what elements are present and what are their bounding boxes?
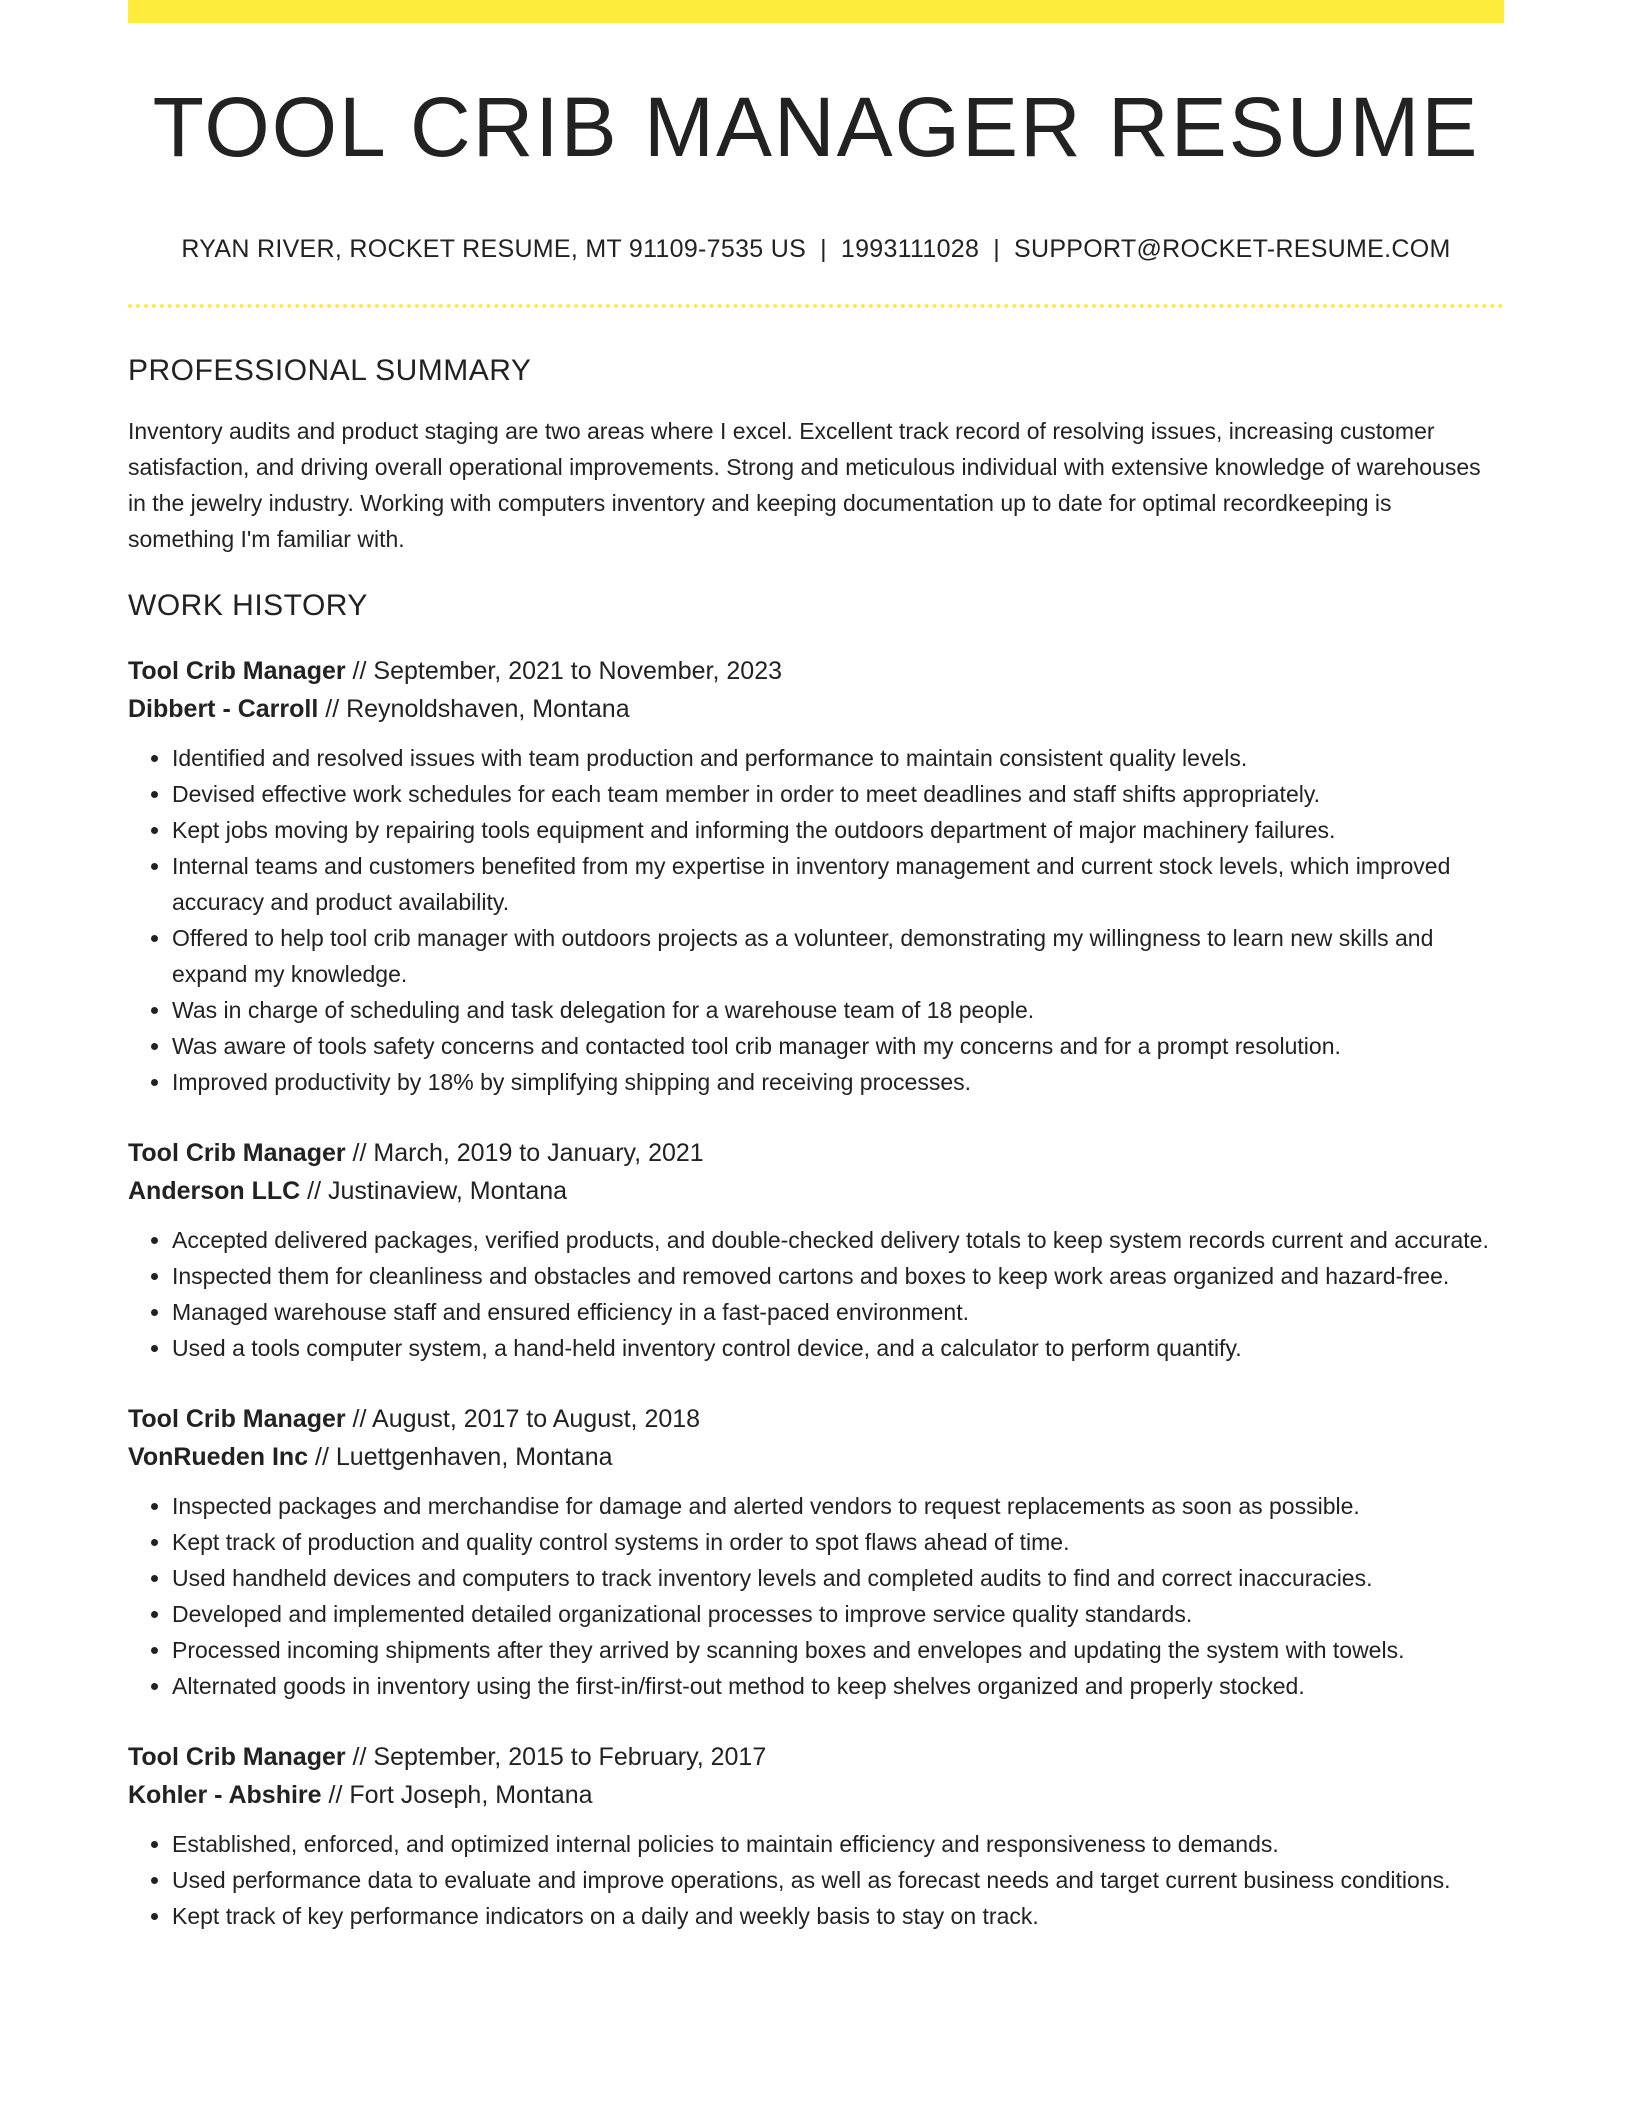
job-bullet: • Improved productivity by 18% by simplifying shipping and receiving processes. — [172, 1064, 1504, 1100]
job-entry — [128, 1738, 1504, 1934]
job-bullet: • Used handheld devices and computers to track inventory levels and completed audits to find and correct inaccuracies. — [172, 1560, 1504, 1596]
page-title: TOOL CRIB MANAGER RESUME — [152, 80, 1480, 174]
top-accent-bar — [128, 0, 1504, 23]
job-bullet: • Established, enforced, and optimized internal policies to maintain efficiency and responsiveness to demands. — [172, 1826, 1504, 1862]
job-bullet-list — [128, 740, 1504, 1100]
job-bullet: • Inspected them for cleanliness and obstacles and removed cartons and boxes to keep work areas organized and hazard-free. — [172, 1258, 1504, 1294]
job-title: Tool Crib Manager — [128, 1743, 346, 1771]
job-title: Tool Crib Manager — [128, 1405, 346, 1433]
contact-line — [128, 235, 1504, 264]
work-history-list — [128, 652, 1504, 1934]
job-bullet: • Was aware of tools safety concerns and contacted tool crib manager with my concerns and for a prompt resolution. — [172, 1028, 1504, 1064]
job-title-line — [128, 1134, 1504, 1172]
job-bullet: • Was in charge of scheduling and task delegation for a warehouse team of 18 people. — [172, 992, 1504, 1028]
job-location: // Fort Joseph, Montana — [321, 1781, 593, 1809]
job-bullet: • Processed incoming shipments after they arrived by scanning boxes and envelopes and updating the system with towels. — [172, 1632, 1504, 1668]
job-entry — [128, 652, 1504, 1100]
job-company-line — [128, 690, 1504, 728]
job-bullet: • Inspected packages and merchandise for damage and alerted vendors to request replacements as soon as possible. — [172, 1488, 1504, 1524]
job-company-line — [128, 1776, 1504, 1814]
job-bullet: • Kept jobs moving by repairing tools equipment and informing the outdoors department of major machinery failures. — [172, 812, 1504, 848]
contact-separator: | — [993, 235, 1000, 263]
job-company: VonRueden Inc — [128, 1443, 309, 1471]
contact-address: RYAN RIVER, ROCKET RESUME, MT 91109-7535 US — [181, 235, 807, 263]
job-dates: // March, 2019 to January, 2021 — [345, 1139, 704, 1167]
job-entry — [128, 1400, 1504, 1704]
job-bullet: • Alternated goods in inventory using the first-in/first-out method to keep shelves organized and properly stocked. — [172, 1668, 1504, 1704]
job-company-line — [128, 1172, 1504, 1210]
job-company: Anderson LLC — [128, 1177, 301, 1205]
job-bullet: • Used a tools computer system, a hand-held inventory control device, and a calculator to perform quantify. — [172, 1330, 1504, 1366]
job-bullet: • Offered to help tool crib manager with outdoors projects as a volunteer, demonstrating my willingness to learn new skills and expand my knowledge. — [172, 920, 1504, 992]
job-bullet: • Devised effective work schedules for each team member in order to meet deadlines and staff shifts appropriately. — [172, 776, 1504, 812]
job-bullet: • Kept track of production and quality control systems in order to spot flaws ahead of time. — [172, 1524, 1504, 1560]
job-bullet-list — [128, 1488, 1504, 1704]
job-bullet: • Internal teams and customers benefited from my expertise in inventory management and current stock levels, which improved accuracy and product availability. — [172, 848, 1504, 920]
work-history-heading: WORK HISTORY — [128, 589, 368, 622]
job-title-line — [128, 652, 1504, 690]
job-bullet-list — [128, 1826, 1504, 1934]
job-bullet: • Kept track of key performance indicators on a daily and weekly basis to stay on track. — [172, 1898, 1504, 1934]
job-title-line — [128, 1400, 1504, 1438]
resume-page — [128, 0, 1504, 1934]
job-bullet: • Managed warehouse staff and ensured efficiency in a fast-paced environment. — [172, 1294, 1504, 1330]
contact-separator: | — [820, 235, 827, 263]
job-title-line — [128, 1738, 1504, 1776]
contact-email: SUPPORT@ROCKET-RESUME.COM — [1013, 235, 1451, 263]
job-location: // Reynoldshaven, Montana — [318, 695, 630, 723]
job-bullet: • Accepted delivered packages, verified products, and double-checked delivery totals to keep system records current and accurate. — [172, 1222, 1504, 1258]
job-company: Dibbert - Carroll — [128, 695, 319, 723]
job-location: // Luettgenhaven, Montana — [308, 1443, 613, 1471]
job-dates: // September, 2021 to November, 2023 — [345, 657, 782, 685]
job-title: Tool Crib Manager — [128, 1139, 346, 1167]
job-company: Kohler - Abshire — [128, 1781, 322, 1809]
job-company-line — [128, 1438, 1504, 1476]
summary-heading: PROFESSIONAL SUMMARY — [128, 354, 532, 387]
dotted-divider — [128, 304, 1504, 308]
job-bullet: • Used performance data to evaluate and improve operations, as well as forecast needs and target current business conditions. — [172, 1862, 1504, 1898]
contact-phone: 1993111028 — [840, 235, 980, 263]
job-bullet: • Identified and resolved issues with team production and performance to maintain consistent quality levels. — [172, 740, 1504, 776]
job-location: // Justinaview, Montana — [300, 1177, 568, 1205]
job-dates: // September, 2015 to February, 2017 — [345, 1743, 767, 1771]
job-title: Tool Crib Manager — [128, 657, 346, 685]
job-bullet-list — [128, 1222, 1504, 1366]
summary-text: Inventory audits and product staging are two areas where I excel. Excellent track record of resolving issues, increasing customer satisfaction, and driving overall operational improvements. Strong and meticulous individual with extensive knowledge of warehouses in the jewelry industry. Working with computers inventory and keeping documentation up to date for optimal recordkeeping is something I'm familiar with. — [128, 418, 1481, 552]
job-dates: // August, 2017 to August, 2018 — [345, 1405, 701, 1433]
job-entry — [128, 1134, 1504, 1366]
job-bullet: • Developed and implemented detailed organizational processes to improve service quality standards. — [172, 1596, 1504, 1632]
